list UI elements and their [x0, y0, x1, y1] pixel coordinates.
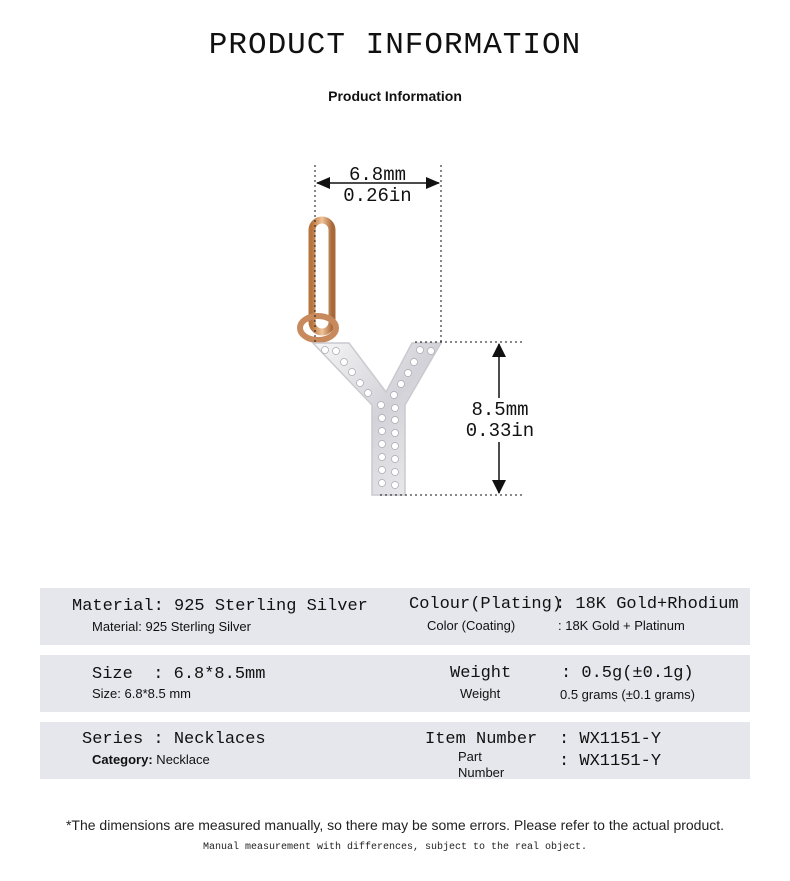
- material-label: Material: 925 Sterling Silver: [72, 597, 368, 616]
- size-label: Size : 6.8*8.5mm: [92, 665, 266, 684]
- material-label-sub: Material: 925 Sterling Silver: [92, 619, 251, 634]
- width-dimension-label: [315, 165, 440, 207]
- size-label-sub: Size: 6.8*8.5 mm: [92, 686, 191, 701]
- part-number-label-2: Number: [458, 765, 505, 780]
- height-in: 0.33in: [465, 420, 535, 442]
- part-number-label-1: Part: [458, 749, 482, 764]
- weight-label: Weight: [450, 664, 512, 683]
- spec-row-size: [40, 655, 750, 712]
- width-in: 0.26in: [343, 185, 412, 207]
- item-number-value: : WX1151-Y: [559, 730, 662, 749]
- letter-y-charm: [313, 343, 441, 495]
- item-number-label: Item Number: [425, 730, 538, 749]
- spec-row-series: [40, 722, 750, 779]
- series-label: Series : Necklaces: [82, 730, 266, 749]
- measurement-note: *The dimensions are measured manually, so there may be some errors. Please refer to the actual product.: [65, 817, 725, 833]
- page-title: PRODUCT INFORMATION: [208, 28, 582, 63]
- category-value: Necklace: [152, 752, 210, 767]
- weight-label-sub: Weight: [460, 686, 501, 701]
- color-coating-value: : 18K Gold + Platinum: [558, 618, 685, 633]
- page-subtitle: Product Information: [328, 88, 462, 104]
- category-label-sub: [92, 752, 210, 767]
- width-mm: 6.8mm: [348, 164, 406, 186]
- colour-label: Colour(Plating): [409, 595, 563, 614]
- spec-row-material: [40, 588, 750, 645]
- color-coating-label: Color (Coating): [427, 618, 516, 633]
- weight-value: : 0.5g(±0.1g): [561, 664, 694, 683]
- height-mm: 8.5mm: [471, 399, 529, 421]
- colour-value: : 18K Gold+Rhodium: [555, 595, 739, 614]
- height-dimension-label: [455, 400, 545, 442]
- measurement-note-small: Manual measurement with differences, subject to the real object.: [202, 842, 588, 853]
- category-key: Category:: [92, 752, 153, 767]
- weight-value-sub: 0.5 grams (±0.1 grams): [560, 687, 696, 702]
- part-number-value: : WX1151-Y: [559, 752, 662, 771]
